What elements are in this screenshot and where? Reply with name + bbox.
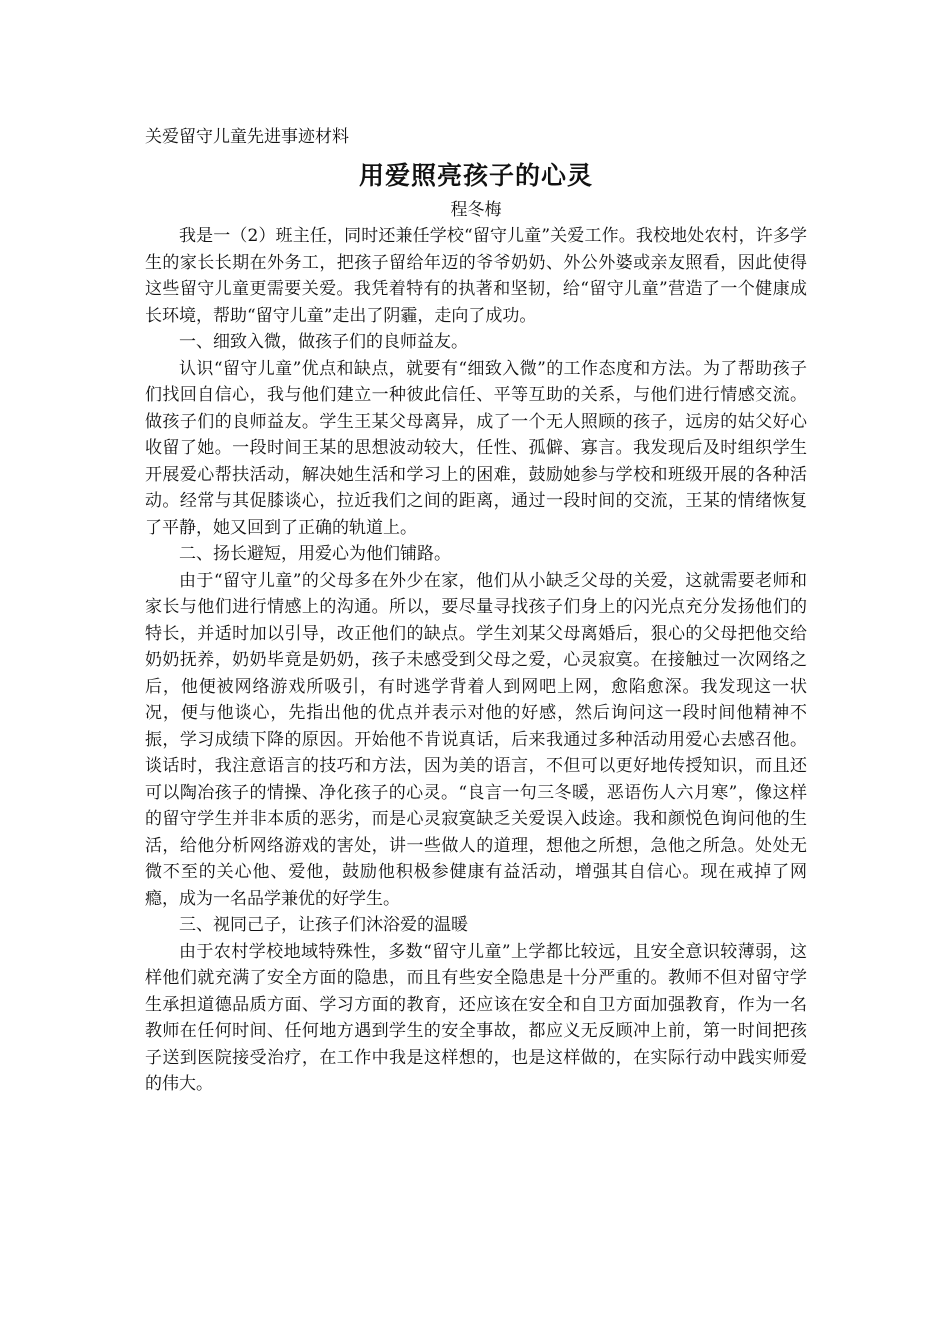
section-2-heading: 二、扬长避短，用爱心为他们铺路。 xyxy=(179,544,451,564)
section-3-heading: 三、视同己子，让孩子们沐浴爱的温暖 xyxy=(179,915,468,935)
section-1-paragraph: 认识“留守儿童”优点和缺点，就要有“细致入微”的工作态度和方法。为了帮助孩子们找回自信心，我与他们建立一种彼此信任、平等互助的关系，与他们进行情感交流。做孩子们的良师益友。学生王某父母离异，成了一个无人照顾的孩子，远房的姑父好心收留了她。一段时间王某的思想波动较大，任性、孤僻、寡言。我发现后及时组织学生开展爱心帮扶活动，解决她生活和学习上的困难，鼓励她参与学校和班级开展的各种活动。经常与其促膝谈心，拉近我们之间的距离，通过一段时间的交流，王某的情绪恢复了平静，她又回到了正确的轨道上。 xyxy=(145,358,807,538)
document-title: 用爱照亮孩子的心灵 xyxy=(358,160,593,190)
intro-paragraph: 我是一（2）班主任，同时还兼任学校“留守儿童”关爱工作。我校地处农村，许多学生的家长长期在外务工，把孩子留给年迈的爷爷奶奶、外公外婆或亲友照看，因此使得这些留守儿童更需要关爱。我凭着特有的执著和坚韧，给“留守儿童”营造了一个健康成长环境，帮助“留守儿童”走出了阴霾，走向了成功。 xyxy=(145,226,807,326)
document-page xyxy=(145,124,807,1098)
section-1-heading: 一、细致入微，做孩子们的良师益友。 xyxy=(179,332,468,352)
section-3-paragraph: 由于农村学校地域特殊性，多数“留守儿童”上学都比较远，且安全意识较薄弱，这样他们就充满了安全方面的隐患，而且有些安全隐患是十分严重的。教师不但对留守学生承担道德品质方面、学习方面的教育，还应该在安全和自卫方面加强教育，作为一名教师在任何时间、任何地方遇到学生的安全事故，都应义无反顾冲上前，第一时间把孩子送到医院接受治疗，在工作中我是这样想的，也是这样做的，在实际行动中践实师爱的伟大。 xyxy=(145,941,807,1094)
document-kicker: 关爱留守儿童先进事迹材料 xyxy=(145,127,349,147)
document-author: 程冬梅 xyxy=(450,199,502,220)
section-2-paragraph: 由于“留守儿童”的父母多在外少在家，他们从小缺乏父母的关爱，这就需要老师和家长与他们进行情感上的沟通。所以，要尽量寻找孩子们身上的闪光点充分发扬他们的特长，并适时加以引导，改正他们的缺点。学生刘某父母离婚后，狠心的父母把他交给奶奶抚养，奶奶毕竟是奶奶，孩子未感受到父母之爱，心灵寂寞。在接触过一次网络之后，他便被网络游戏所吸引，有时逃学背着人到网吧上网，愈陷愈深。我发现这一状况，便与他谈心，先指出他的优点并表示对他的好感，然后询问这一段时间他精神不振，学习成绩下降的原因。开始他不肯说真话，后来我通过多种活动用爱心去感召他。谈话时，我注意语言的技巧和方法，因为美的语言，不但可以更好地传授知识，而且还可以陶冶孩子的情操、净化孩子的心灵。“良言一句三冬暖，恶语伤人六月寒”，像这样的留守学生并非本质的恶劣，而是心灵寂寞缺乏关爱误入歧途。我和颜悦色询问他的生活，给他分析网络游戏的害处，讲一些做人的道理，想他之所想，急他之所急。处处无微不至的关心他、爱他，鼓励他积极参健康有益活动，增强其自信心。现在戒掉了网瘾，成为一名品学兼优的好学生。 xyxy=(145,570,807,909)
